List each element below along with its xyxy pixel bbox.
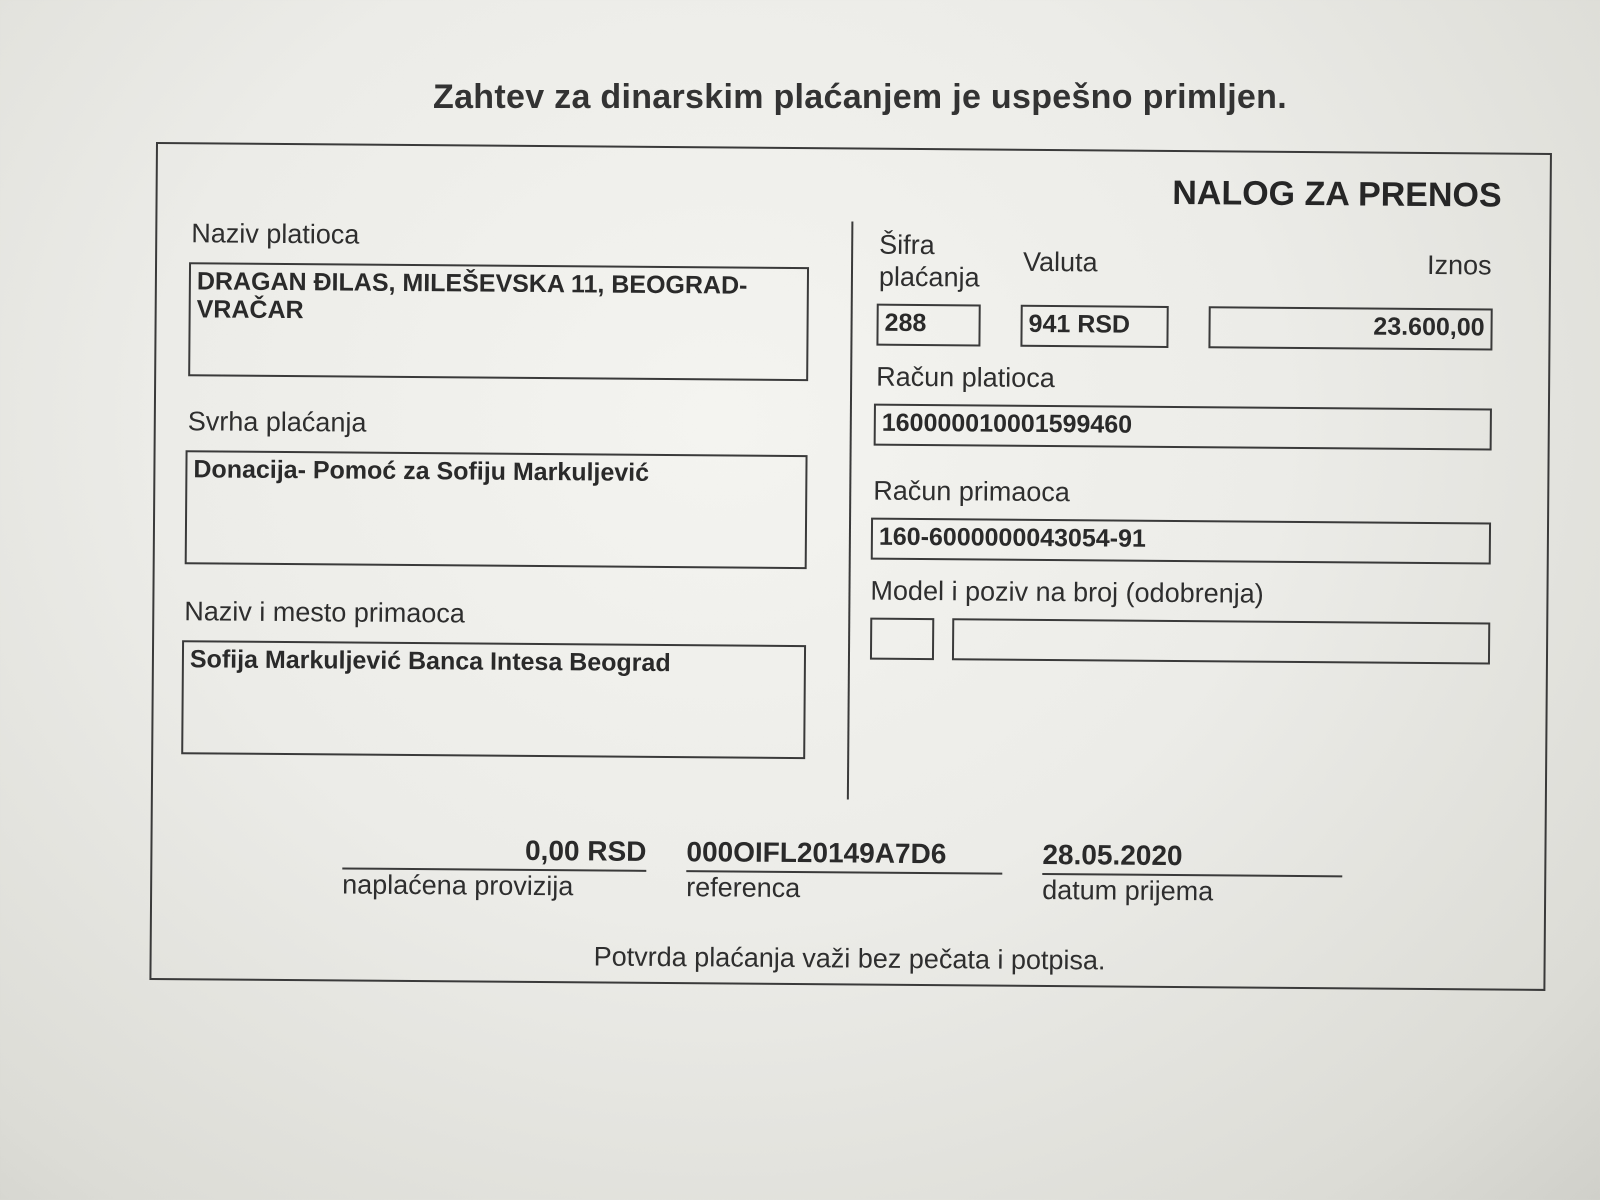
reference-label: referenca [686, 872, 801, 904]
payer-account-field: 160000010001599460 [874, 404, 1492, 451]
fee-label: naplaćena provizija [342, 869, 574, 902]
payment-code-label-line1: Šifra [879, 229, 935, 261]
recipient-account-field: 160-6000000043054-91 [871, 518, 1491, 565]
fee-value: 0,00 RSD [342, 833, 646, 871]
payment-purpose-field: Donacija- Pomoć za Sofiju Markuljević [185, 450, 808, 569]
column-divider [847, 221, 854, 799]
recipient-account-label: Račun primaoca [873, 475, 1070, 508]
payer-name-field: DRAGAN ĐILAS, MILEŠEVSKA 11, BEOGRAD-VRAČAR [188, 262, 809, 381]
payment-order-form [149, 142, 1552, 991]
amount-field: 23.600,00 [1208, 306, 1492, 350]
form-title: NALOG ZA PRENOS [1172, 173, 1502, 215]
recipient-label: Naziv i mesto primaoca [184, 596, 466, 629]
payer-account-label: Račun platioca [876, 361, 1055, 394]
currency-field: 941 RSD [1020, 305, 1168, 348]
currency-label: Valuta [1022, 246, 1098, 278]
page-title: Zahtev za dinarskim plaćanjem je uspešno primljen. [433, 78, 1287, 116]
recipient-field: Sofija Markuljević Banca Intesa Beograd [181, 640, 806, 759]
payment-purpose-label: Svrha plaćanja [187, 406, 367, 438]
model-reference-label: Model i poziv na broj (odobrenja) [870, 575, 1264, 609]
date-label: datum prijema [1042, 874, 1214, 907]
reference-value: 000OIFL20149A7D6 [686, 836, 1002, 874]
reference-number-field [952, 618, 1490, 664]
model-field [870, 618, 934, 661]
amount-label: Iznos [1426, 249, 1492, 281]
footer-note: Potvrda plaćanja važi bez pečata i potpisa. [593, 941, 1106, 976]
date-value: 28.05.2020 [1042, 839, 1342, 877]
payer-name-label: Naziv platioca [191, 218, 360, 250]
payment-code-label-line2: plaćanja [878, 261, 980, 293]
payment-code-field: 288 [876, 304, 980, 347]
